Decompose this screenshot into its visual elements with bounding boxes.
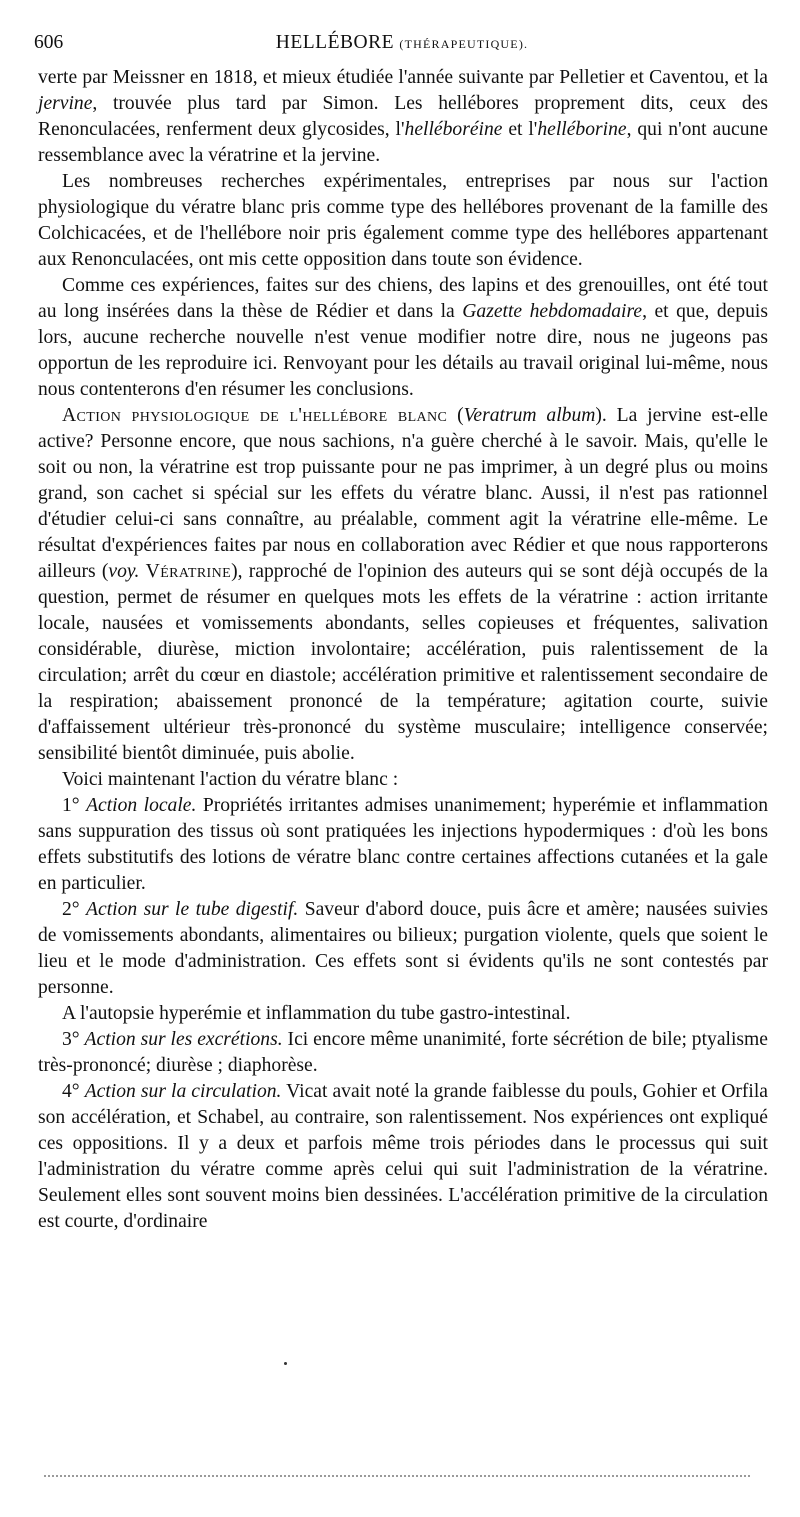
paragraph-5: Voici maintenant l'action du vératre blanc : bbox=[62, 769, 399, 790]
print-speck bbox=[284, 1362, 287, 1365]
paragraph-3 bbox=[38, 273, 768, 403]
paragraph-2: Les nombreuses recherches expérimentales, entreprises par nous sur l'action physiologique du vératre blanc pris comme type des hellébores provenant de la famille des Colchicacées, et de l'hellébore noir pris également comme type des hellébores appartenant aux Renonculacées, ont mis cette opposition dans toute son évidence. bbox=[38, 171, 768, 270]
text-run: verte par Meissner en 1818, et mieux étudiée l'année suivante par Pelletier et Caventou, et la bbox=[38, 67, 768, 88]
cross-reference-target: Vératrine bbox=[145, 561, 232, 582]
item-number: 2° bbox=[62, 899, 80, 920]
footer-rule bbox=[44, 1475, 750, 1477]
paragraph-4 bbox=[38, 403, 768, 767]
species-name: Veratrum album bbox=[463, 405, 596, 426]
paragraph-9 bbox=[38, 1027, 768, 1079]
paragraph-10 bbox=[38, 1079, 768, 1235]
term-helleborine: helléborine bbox=[537, 119, 627, 140]
paragraph-7 bbox=[38, 897, 768, 1001]
cross-reference-abbrev: voy. bbox=[108, 561, 140, 582]
item-heading: Action sur le tube digestif. bbox=[86, 899, 299, 920]
text-run: et l' bbox=[502, 119, 538, 140]
text-run: Propriétés irritantes admises unanimement; hyperémie et inflammation sans suppuration des tissus où sont pratiquées les injections hypodermiques : d'où les bons effets substitutifs des lotions de vératre blanc contre certaines affections cutanées et la gale en particulier. bbox=[38, 795, 768, 894]
item-number: 3° bbox=[62, 1029, 80, 1050]
page-header bbox=[34, 32, 770, 62]
text-run: Ici encore même unanimité, forte sécrétion de bile; ptyalisme très-prononcé; diurèse ; diaphorèse. bbox=[38, 1029, 768, 1076]
item-number: 4° bbox=[62, 1081, 80, 1102]
paragraph-8: A l'autopsie hyperémie et inflammation du tube gastro-intestinal. bbox=[62, 1003, 571, 1024]
text-run: ), rapproché de l'opinion des auteurs qui se sont déjà occupés de la question, permet de résumer en quelques mots les effets de la vératrine : action irritante locale, nausées et vomissements abondants, selles copieuses et fréquentes, salivation considérable, diurèse, miction involontaire; accélération, puis ralentissement de la circulation; arrêt du cœur en diastole; accélération primitive et ralentissement secondaire de la respiration; abaissement prononcé de la température; agitation courte, suivie d'affaissement ultérieur très-prononcé du système musculaire; intelligence conservée; sensibilité bientôt diminuée, puis abolie. bbox=[38, 561, 768, 764]
term-helleboreine: helléboréine bbox=[404, 119, 503, 140]
text-run: ). La jervine est-elle active? Personne encore, que nous sachions, n'a guère cherché à le savoir. Mais, qu'elle le soit ou non, la vératrine est trop puissante pour ne pas imprimer, à un degré plus ou moins grand, son cachet si spécial sur les effets du vératre blanc. Aussi, il n'est pas rationnel d'étudier celui-ci sans connaître, au préalable, comment agit la vératrine elle-même. Le résultat d'expériences faites par nous en collaboration avec Rédier et que nous rapporterons ailleurs ( bbox=[38, 405, 768, 582]
page-number: 606 bbox=[34, 32, 64, 53]
text-run: Comme ces expériences, faites sur des chiens, des lapins et des grenouilles, ont été tout au long insérées dans la thèse de Rédier et dans la bbox=[38, 275, 768, 322]
text-run: Saveur d'abord douce, puis âcre et amère; nausées suivies de vomissements abondants, alimentaires ou bilieux; purgation violente, quels que soient le lieu et le mode d'administration. Ces effets sont si évidents qu'ils ne sont contestés par personne. bbox=[38, 899, 768, 998]
item-heading: Action sur les excrétions. bbox=[84, 1029, 283, 1050]
text-run: , qui n'ont aucune ressemblance avec la vératrine et la jervine. bbox=[38, 119, 768, 166]
section-heading: Action physiologique de l'hellébore blanc bbox=[62, 405, 448, 426]
running-head bbox=[34, 32, 770, 54]
running-head-title: HELLÉBORE bbox=[275, 32, 394, 53]
text-run: , et que, depuis lors, aucune recherche nouvelle n'est venue modifier notre dire, nous ne jugeons pas opportun de les reproduire ici. Renvoyant pour les détails au travail original lui-même, nous nous contenterons d'en résumer les conclusions. bbox=[38, 301, 768, 400]
paragraph-6 bbox=[38, 793, 768, 897]
journal-title: Gazette hebdomadaire bbox=[462, 301, 643, 322]
item-number: 1° bbox=[62, 795, 80, 816]
item-heading: Action locale. bbox=[86, 795, 197, 816]
term-jervine: jervine bbox=[38, 93, 93, 114]
text-run: Vicat avait noté la grande faiblesse du pouls, Gohier et Orfila son accélération, et Schabel, au contraire, son ralentissement. Nos expériences ont expliqué ces oppositions. Il y a deux et parfois même trois périodes dans le processus qui suit l'administration du vératre comme après celui qui suit l'administration de la vératrine. Seulement elles sont souvent moins bien dessinées. L'accélération primitive de la circulation est courte, d'ordinaire bbox=[38, 1081, 768, 1232]
text-run: ( bbox=[447, 405, 464, 426]
paragraph-1 bbox=[38, 65, 768, 169]
item-heading: Action sur la circulation. bbox=[84, 1081, 282, 1102]
running-head-subtitle: (THÉRAPEUTIQUE). bbox=[399, 37, 529, 51]
body-text bbox=[38, 65, 768, 1235]
text-run: , trouvée plus tard par Simon. Les hellébores proprement dits, ceux des Renonculacées, renferment deux glycosides, l' bbox=[38, 93, 768, 140]
